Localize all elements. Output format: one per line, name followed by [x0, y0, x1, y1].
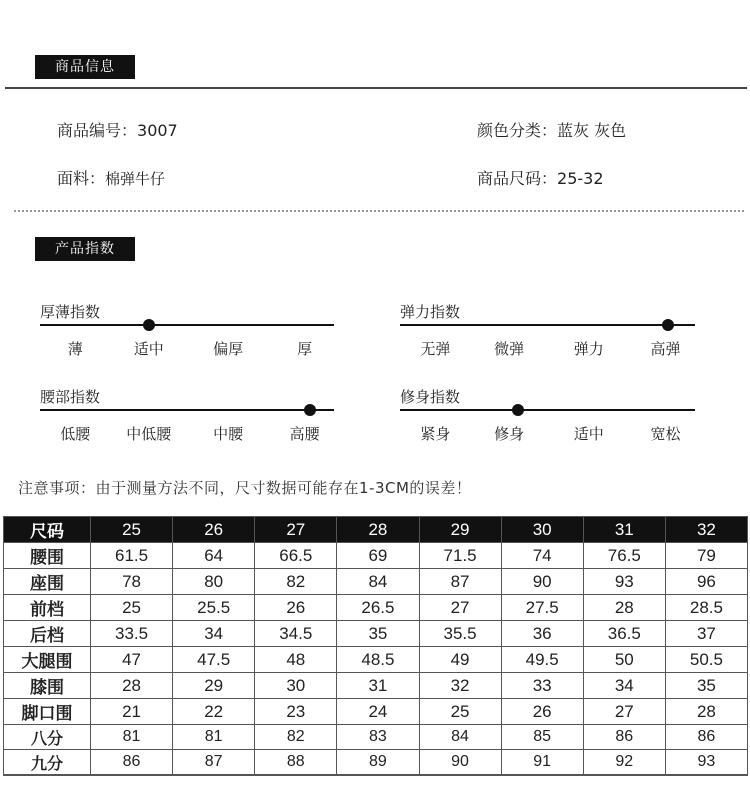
table-cell: 25.5: [173, 595, 255, 621]
table-cell: 36: [501, 621, 583, 647]
table-cell: 36.5: [583, 621, 665, 647]
index-title: 弹力指数: [400, 303, 461, 321]
table-cell: 61.5: [91, 543, 173, 569]
index-block: [40, 386, 334, 446]
table-cell: 86: [665, 725, 747, 750]
item-number-value: 3007: [137, 121, 178, 140]
index-level-label: 无弹: [420, 340, 451, 358]
section-label-product-index: 产品指数: [35, 237, 135, 261]
size-range: [477, 166, 604, 189]
item-number-label: 商品编号：: [57, 121, 138, 140]
index-level-label: 宽松: [650, 425, 681, 443]
index-level-label: 修身: [494, 425, 525, 443]
table-cell: 35: [337, 621, 419, 647]
index-block: [40, 301, 334, 361]
table-cell: 92: [583, 750, 665, 776]
table-cell: 48.5: [337, 647, 419, 673]
row-label: 脚口围: [4, 699, 91, 725]
index-levels: [40, 338, 334, 358]
row-label: 九分: [4, 750, 91, 776]
index-marker-dot: [512, 404, 524, 416]
table-cell: 49.5: [501, 647, 583, 673]
table-cell: 31: [337, 673, 419, 699]
table-cell: 28: [91, 673, 173, 699]
size-header-cell: 31: [583, 517, 665, 543]
index-level-label: 厚: [297, 340, 313, 358]
table-cell: 32: [419, 673, 501, 699]
size-header-label: 尺码: [4, 517, 91, 543]
table-cell: 82: [255, 569, 337, 595]
table-cell: 34: [173, 621, 255, 647]
index-block: [400, 301, 695, 361]
table-cell: 93: [665, 750, 747, 776]
table-cell: 30: [255, 673, 337, 699]
table-cell: 26: [501, 699, 583, 725]
size-header-cell: 25: [91, 517, 173, 543]
table-row: [4, 595, 748, 621]
index-level-label: 中腰: [213, 425, 244, 443]
table-cell: 33: [501, 673, 583, 699]
row-label: 膝围: [4, 673, 91, 699]
index-level-label: 微弹: [494, 340, 525, 358]
index-title: 修身指数: [400, 388, 461, 406]
measurement-notice: 注意事项：由于测量方法不同，尺寸数据可能存在1-3CM的误差！: [18, 479, 472, 497]
index-scale-line: [40, 324, 334, 326]
index-marker-dot: [143, 319, 155, 331]
table-cell: 76.5: [583, 543, 665, 569]
index-level-label: 高弹: [650, 340, 681, 358]
table-cell: 49: [419, 647, 501, 673]
table-cell: 48: [255, 647, 337, 673]
table-cell: 79: [665, 543, 747, 569]
index-levels: [400, 423, 695, 443]
row-label: 前档: [4, 595, 91, 621]
table-cell: 86: [583, 725, 665, 750]
color-value: 蓝灰 灰色: [557, 121, 627, 140]
index-title: 厚薄指数: [40, 303, 101, 321]
fabric: [57, 166, 165, 189]
table-cell: 33.5: [91, 621, 173, 647]
table-cell: 71.5: [419, 543, 501, 569]
table-cell: 22: [173, 699, 255, 725]
table-cell: 81: [91, 725, 173, 750]
table-cell: 35: [665, 673, 747, 699]
index-level-label: 适中: [133, 340, 164, 358]
size-header-cell: 29: [419, 517, 501, 543]
table-cell: 28.5: [665, 595, 747, 621]
item-number: [57, 118, 178, 141]
table-row: [4, 569, 748, 595]
table-cell: 84: [337, 569, 419, 595]
table-cell: 35.5: [419, 621, 501, 647]
index-block: [400, 386, 695, 446]
size-header-cell: 26: [173, 517, 255, 543]
table-cell: 50.5: [665, 647, 747, 673]
size-table: [3, 516, 748, 776]
table-cell: 83: [337, 725, 419, 750]
table-cell: 27: [583, 699, 665, 725]
color-label: 颜色分类：: [477, 121, 558, 140]
section-label-product-info: 商品信息: [35, 55, 135, 79]
table-cell: 64: [173, 543, 255, 569]
table-row: [4, 725, 748, 750]
size-range-value: 25-32: [557, 169, 604, 188]
section-divider: [5, 87, 747, 89]
table-cell: 78: [91, 569, 173, 595]
dotted-divider: [14, 210, 744, 212]
table-row: [4, 543, 748, 569]
table-cell: 91: [501, 750, 583, 776]
color-category: [477, 118, 626, 141]
table-cell: 26: [255, 595, 337, 621]
index-scale-line: [400, 324, 695, 326]
index-scale-line: [40, 409, 334, 411]
table-cell: 66.5: [255, 543, 337, 569]
table-cell: 50: [583, 647, 665, 673]
table-row: [4, 699, 748, 725]
table-cell: 34.5: [255, 621, 337, 647]
row-label: 座围: [4, 569, 91, 595]
row-label: 八分: [4, 725, 91, 750]
size-header-cell: 32: [665, 517, 747, 543]
table-cell: 27.5: [501, 595, 583, 621]
table-cell: 84: [419, 725, 501, 750]
table-cell: 69: [337, 543, 419, 569]
size-header-cell: 30: [501, 517, 583, 543]
fabric-label: 面料：: [57, 169, 106, 188]
table-row: [4, 647, 748, 673]
table-cell: 23: [255, 699, 337, 725]
index-level-label: 低腰: [60, 425, 91, 443]
table-cell: 34: [583, 673, 665, 699]
table-cell: 90: [501, 569, 583, 595]
table-cell: 82: [255, 725, 337, 750]
index-scale-line: [400, 409, 695, 411]
table-cell: 86: [91, 750, 173, 776]
index-marker-dot: [662, 319, 674, 331]
index-level-label: 紧身: [420, 425, 451, 443]
index-level-label: 中低腰: [126, 425, 172, 443]
table-row: [4, 673, 748, 699]
fabric-value: 棉弹牛仔: [105, 170, 166, 188]
row-label: 后档: [4, 621, 91, 647]
table-cell: 28: [665, 699, 747, 725]
index-level-label: 弹力: [573, 340, 604, 358]
table-row: [4, 621, 748, 647]
index-level-label: 偏厚: [213, 340, 244, 358]
table-cell: 93: [583, 569, 665, 595]
table-cell: 26.5: [337, 595, 419, 621]
table-cell: 89: [337, 750, 419, 776]
table-cell: 25: [419, 699, 501, 725]
size-header-cell: 27: [255, 517, 337, 543]
index-levels: [400, 338, 695, 358]
table-cell: 37: [665, 621, 747, 647]
row-label: 腰围: [4, 543, 91, 569]
size-range-label: 商品尺码：: [477, 169, 558, 188]
table-cell: 47: [91, 647, 173, 673]
index-level-label: 适中: [573, 425, 604, 443]
table-cell: 87: [419, 569, 501, 595]
table-cell: 96: [665, 569, 747, 595]
row-label: 大腿围: [4, 647, 91, 673]
table-cell: 27: [419, 595, 501, 621]
table-cell: 87: [173, 750, 255, 776]
table-cell: 28: [583, 595, 665, 621]
index-levels: [40, 423, 334, 443]
table-cell: 21: [91, 699, 173, 725]
table-cell: 24: [337, 699, 419, 725]
table-cell: 29: [173, 673, 255, 699]
index-marker-dot: [304, 404, 316, 416]
size-table-header: [4, 517, 748, 543]
table-cell: 25: [91, 595, 173, 621]
table-cell: 88: [255, 750, 337, 776]
size-header-cell: 28: [337, 517, 419, 543]
table-cell: 74: [501, 543, 583, 569]
table-cell: 81: [173, 725, 255, 750]
table-row: [4, 750, 748, 776]
index-level-label: 薄: [67, 340, 83, 358]
index-level-label: 高腰: [289, 425, 320, 443]
table-cell: 90: [419, 750, 501, 776]
table-cell: 47.5: [173, 647, 255, 673]
table-cell: 85: [501, 725, 583, 750]
table-cell: 80: [173, 569, 255, 595]
index-title: 腰部指数: [40, 388, 101, 406]
